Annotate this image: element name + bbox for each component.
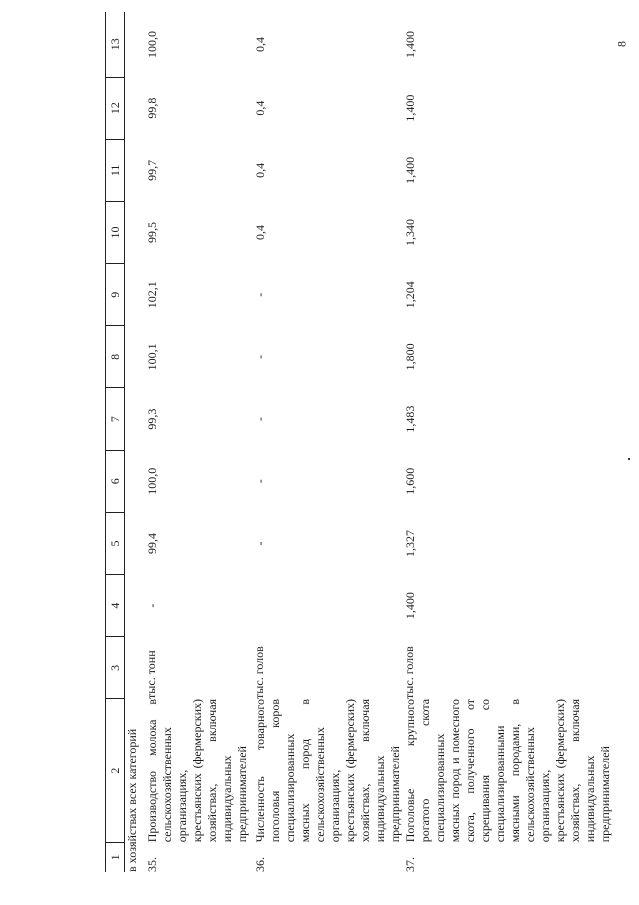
row-value: 1,600 — [403, 467, 417, 495]
row-unit: тыс. голов — [402, 646, 416, 699]
column-header: 2 — [106, 699, 125, 842]
row-value: 99,8 — [145, 97, 159, 119]
row-unit: тыс. голов — [252, 646, 266, 699]
row-value: 99,3 — [145, 408, 159, 430]
margin-mark — [628, 458, 630, 460]
row-value: 1,327 — [403, 529, 417, 557]
row-value: 0,4 — [253, 162, 267, 178]
row-value: 0,4 — [253, 37, 267, 53]
row-value: 0,4 — [253, 100, 267, 116]
row-value: 1,400 — [403, 31, 417, 59]
column-header: 6 — [106, 450, 125, 512]
row-value: 99,4 — [145, 532, 159, 554]
category-heading: в хозяйствах всех категорий — [125, 728, 139, 872]
row-value: 1,400 — [403, 156, 417, 184]
column-header: 1 — [106, 842, 125, 872]
category-row — [125, 12, 146, 872]
row-value: - — [253, 541, 267, 546]
row-value: 1,340 — [403, 219, 417, 247]
row-number: 37. — [403, 857, 417, 872]
row-indicator-name: Численность товарного поголовья коров специализированных мясных пород в сельскохозяйственных организациях, крестьянских (фермерских) хозяйствах, включая индивидуальных предпринимателей — [253, 698, 402, 843]
row-value: - — [145, 603, 159, 608]
row-indicator-name: Производство молока в сельскохозяйственных организациях, крестьянских (фермерских) хозяйствах, включая индивидуальных предпринимателей — [145, 698, 249, 843]
row-value: 1,483 — [403, 405, 417, 433]
row-value: 0,4 — [253, 225, 267, 241]
column-header: 3 — [106, 637, 125, 699]
column-header: 8 — [106, 326, 125, 388]
table-row — [145, 12, 253, 872]
row-value: 102,1 — [145, 281, 159, 309]
row-value: - — [253, 417, 267, 422]
row-value — [253, 575, 403, 637]
page-number: 8 — [614, 41, 629, 47]
row-value: - — [253, 292, 267, 297]
row-number: 35. — [145, 857, 159, 872]
indicators-table — [105, 12, 613, 872]
row-value: 99,5 — [145, 222, 159, 244]
column-header: 9 — [106, 264, 125, 326]
column-header: 11 — [106, 139, 125, 201]
row-value: 100,0 — [145, 467, 159, 495]
column-header: 12 — [106, 77, 125, 139]
column-header: 10 — [106, 201, 125, 263]
row-value: 100,0 — [145, 31, 159, 59]
row-value: 1,400 — [403, 592, 417, 620]
rotated-page-content — [105, 12, 612, 872]
row-value: - — [253, 479, 267, 484]
row-value: - — [253, 354, 267, 359]
row-value: 99,7 — [145, 159, 159, 181]
row-value: 1,800 — [403, 343, 417, 371]
column-header: 4 — [106, 575, 125, 637]
column-number-row — [106, 12, 125, 872]
row-indicator-name: Поголовье крупного рогатого скота специализированных мясных пород и помесного скота, полученного от скрещивания со специализированными мясными породами, в сельскохозяйственных организациях, крестьянских (фермерских) хозяйствах, включая индивидуальных предпринимателей — [403, 698, 612, 843]
row-value: 1,400 — [403, 94, 417, 122]
table-row — [253, 12, 403, 872]
row-unit: тыс. тонн — [144, 650, 158, 699]
column-header: 13 — [106, 12, 125, 77]
column-header: 5 — [106, 512, 125, 574]
rotated-table-area — [105, 12, 612, 872]
row-value: 100,1 — [145, 343, 159, 371]
table-row — [403, 12, 613, 872]
column-header: 7 — [106, 388, 125, 450]
row-number: 36. — [253, 857, 267, 872]
row-value: 1,204 — [403, 281, 417, 309]
